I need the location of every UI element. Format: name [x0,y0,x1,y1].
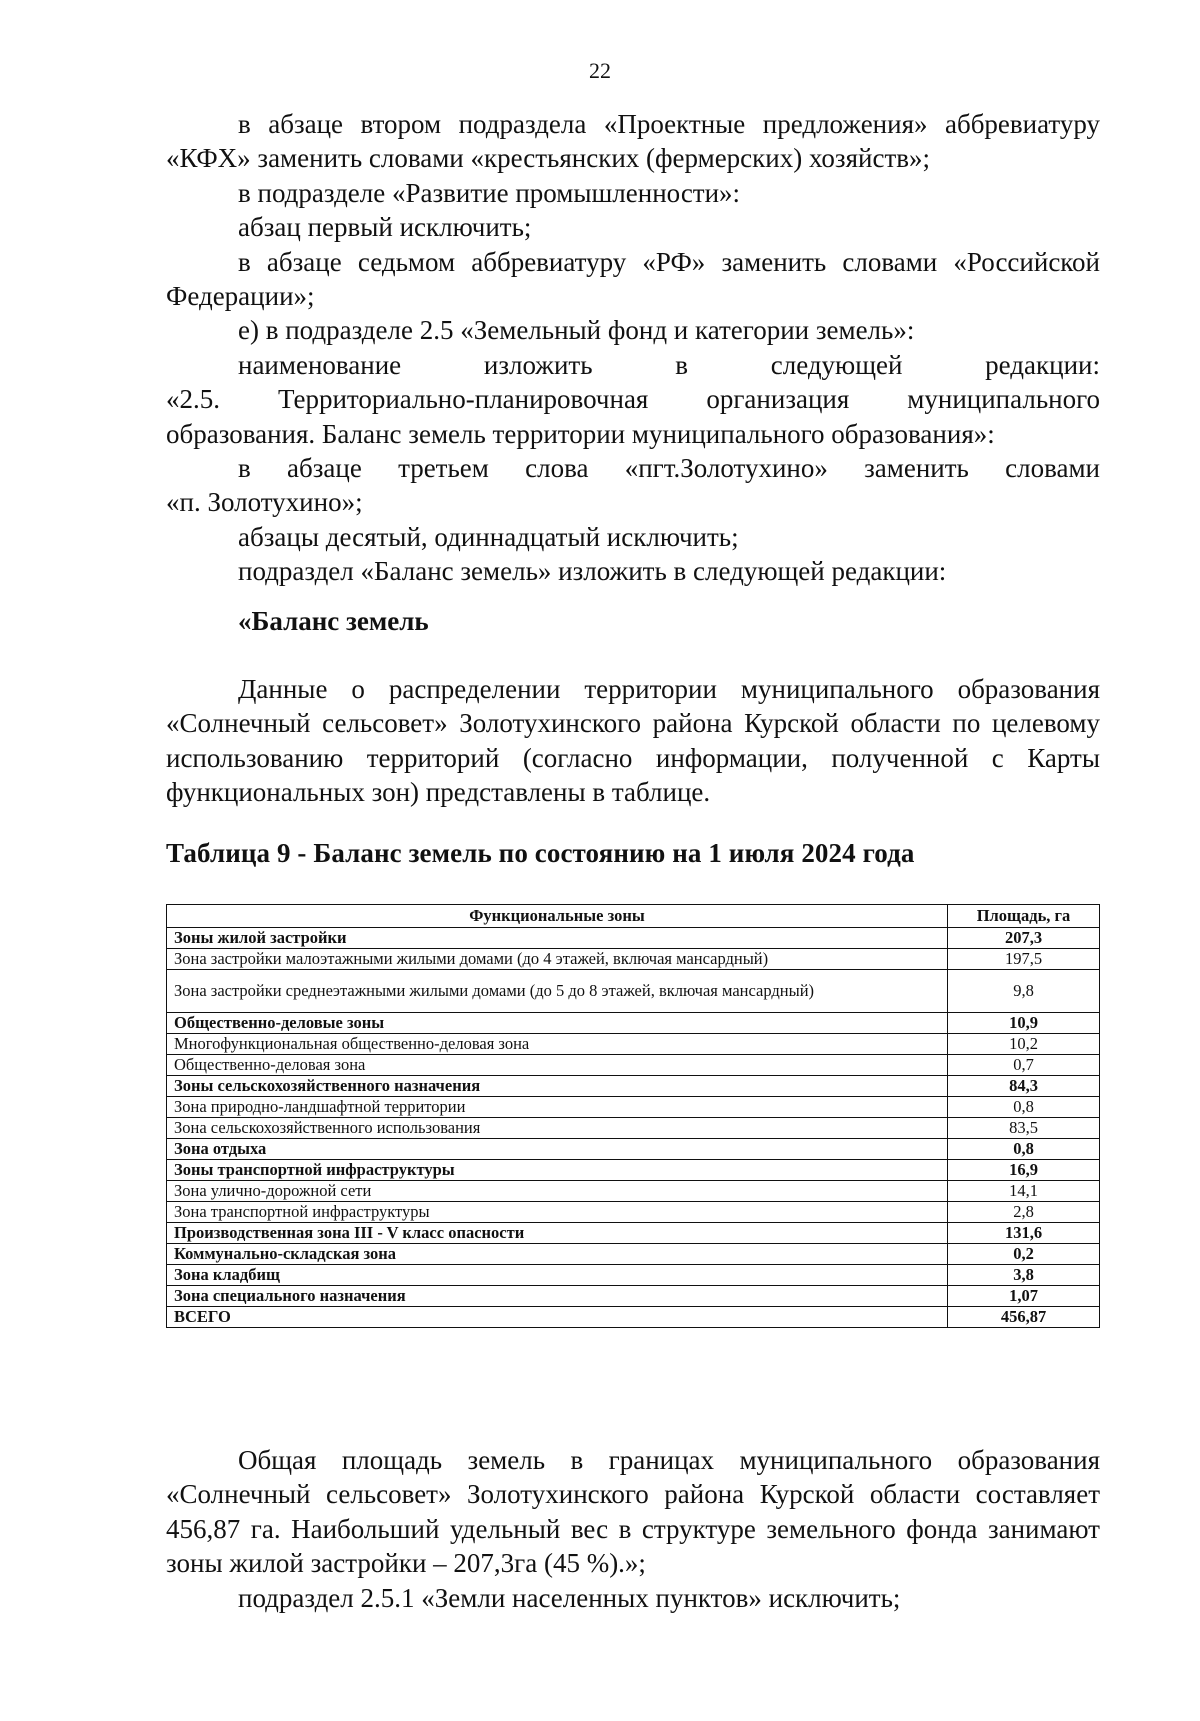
text-line: наименование изложить в следующей редакции: [238,349,1100,380]
conclusion-paragraph: Общая площадь земель в границах муниципального образования «Солнечный сельсовет» Золотухинского района Курской области составляет 456,87 га. Наибольший удельный вес в структуре земельного фонда занимают зоны жилой застройки – 207,3га (45 %).»; [166,1445,1100,1579]
area-cell: 10,2 [948,1034,1100,1055]
area-cell: 197,5 [948,949,1100,970]
area-cell: 84,3 [948,1076,1100,1097]
zone-cell: Зона сельскохозяйственного использования [167,1118,948,1139]
zone-cell: Зона улично-дорожной сети [167,1181,948,1202]
zone-cell: Зона природно-ландшафтной территории [167,1097,948,1118]
zone-cell: Общественно-деловая зона [167,1055,948,1076]
area-cell: 131,6 [948,1223,1100,1244]
text-line: в абзаце третьем слова «пгт.Золотухино» заменить словами [238,453,1100,484]
area-cell: 456,87 [948,1307,1100,1328]
table-caption: Таблица 9 - Баланс земель по состоянию на 1 июля 2024 года [166,838,915,868]
table-row [167,1160,1100,1181]
table-row [167,1181,1100,1202]
amendment-text [166,107,1100,589]
text-line: в подразделе «Развитие промышленности»: [238,177,741,208]
table-row [167,928,1100,949]
table-row [167,1034,1100,1055]
zone-cell: Зоны жилой застройки [167,928,948,949]
table-row [167,1076,1100,1097]
area-cell: 0,8 [948,1097,1100,1118]
table-row [167,1013,1100,1034]
table-row [167,1223,1100,1244]
section-heading: «Баланс земель [238,606,429,636]
text-line: образования. Баланс земель территории муниципального образования»: [166,418,995,449]
text-line: в абзаце седьмом аббревиатуру «РФ» заменить словами «Российской [238,246,1100,277]
text-line: абзацы десятый, одиннадцатый исключить; [238,521,739,552]
table-row [167,1286,1100,1307]
table-row [167,1202,1100,1223]
area-cell: 0,2 [948,1244,1100,1265]
area-cell: 9,8 [948,970,1100,1013]
text-line: абзац первый исключить; [238,212,532,243]
text-line: «КФХ» заменить словами «крестьянских (фермерских) хозяйств»; [166,143,931,174]
table-row [167,970,1100,1013]
zone-cell: Производственная зона III - V класс опасности [167,1223,948,1244]
text-line: «п. Золотухино»; [166,487,363,518]
table-body [167,928,1100,1328]
zone-cell: Зона застройки малоэтажными жилыми домами (до 4 этажей, включая мансардный) [167,949,948,970]
area-cell: 10,9 [948,1013,1100,1034]
area-cell: 0,8 [948,1139,1100,1160]
table-row [167,949,1100,970]
zone-cell: Зоны транспортной инфраструктуры [167,1160,948,1181]
text-line: в абзаце втором подраздела «Проектные предложения» аббревиатуру [238,109,1100,139]
area-cell: 207,3 [948,928,1100,949]
zone-cell: ВСЕГО [167,1307,948,1328]
table-row [167,1244,1100,1265]
table-row [167,1307,1100,1328]
area-cell: 2,8 [948,1202,1100,1223]
intro-paragraph: Данные о распределении территории муниципального образования «Солнечный сельсовет» Золотухинского района Курской области по целевому использованию территорий (согласно информации, полученной с Карты функциональных зон) представлены в таблице. [166,674,1100,808]
zone-cell: Общественно-деловые зоны [167,1013,948,1034]
column-header-area: Площадь, га [948,905,1100,928]
intro-paragraph-block [166,672,1100,810]
land-balance-table [166,904,1100,1328]
area-cell: 0,7 [948,1055,1100,1076]
zone-cell: Коммунально-складская зона [167,1244,948,1265]
area-cell: 3,8 [948,1265,1100,1286]
column-header-zones: Функциональные зоны [167,905,948,928]
text-line: подраздел «Баланс земель» изложить в следующей редакции: [238,556,947,587]
zone-cell: Зона застройки среднеэтажными жилыми домами (до 5 до 8 этажей, включая мансардный) [167,970,948,1013]
table-header-row [167,905,1100,928]
zone-cell: Зоны сельскохозяйственного назначения [167,1076,948,1097]
table-row [167,1139,1100,1160]
table-row [167,1265,1100,1286]
text-line: «2.5. Территориально-планировочная организация муниципального [166,384,1100,415]
area-cell: 16,9 [948,1160,1100,1181]
conclusion-block [166,1443,1100,1615]
text-line: е) в подразделе 2.5 «Земельный фонд и категории земель»: [238,315,915,346]
page-number: 22 [589,58,611,83]
table-row [167,1055,1100,1076]
zone-cell: Многофункциональная общественно-деловая зона [167,1034,948,1055]
area-cell: 14,1 [948,1181,1100,1202]
table-row [167,1097,1100,1118]
table-row [167,1118,1100,1139]
area-cell: 1,07 [948,1286,1100,1307]
final-line: подраздел 2.5.1 «Земли населенных пунктов» исключить; [238,1582,901,1613]
zone-cell: Зона отдыха [167,1139,948,1160]
zone-cell: Зона специального назначения [167,1286,948,1307]
zone-cell: Зона кладбищ [167,1265,948,1286]
text-line: Федерации»; [166,281,315,312]
area-cell: 83,5 [948,1118,1100,1139]
zone-cell: Зона транспортной инфраструктуры [167,1202,948,1223]
